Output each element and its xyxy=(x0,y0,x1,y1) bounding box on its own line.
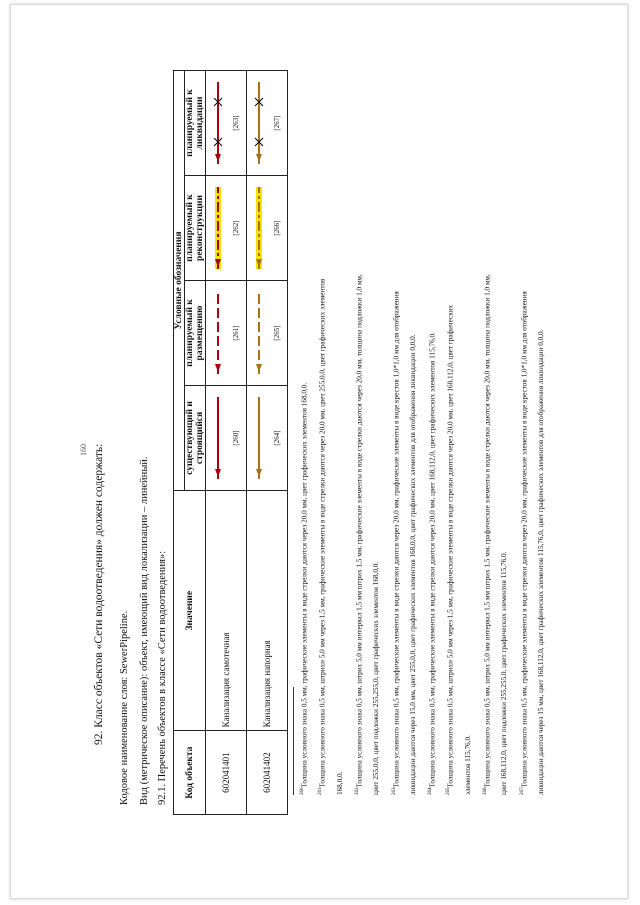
arrow-mark xyxy=(256,469,262,477)
solid-line-symbol xyxy=(206,389,244,487)
footnote-text: цвет 255,0,0, цвет подложки 255,255,0, цвет графических элементов 168,0,0. xyxy=(372,561,381,795)
header-value: Значение xyxy=(174,491,206,731)
objects-table xyxy=(173,70,288,815)
subheader-reconstruction: планируемый к реконструкции xyxy=(185,176,206,281)
footnote-number: 263 xyxy=(391,787,397,795)
object-code: 602041401 xyxy=(206,731,247,815)
footnote-line xyxy=(409,334,418,795)
footnote-ref: [261] xyxy=(232,325,240,341)
footnote-ref: [260] xyxy=(232,430,240,446)
object-value: Канализация напорная xyxy=(247,491,288,731)
footnote-line xyxy=(519,291,529,795)
dashed-line-symbol xyxy=(206,284,244,382)
footnote-text: цвет 168,112,0, цвет подложки 255,255,0, цвет графических элементов 115,76,0. xyxy=(500,551,509,795)
arrow-mark xyxy=(215,154,221,162)
symbol-cell xyxy=(247,176,288,281)
footnote-text: ликвидации даются через 15,0 мм, цвет 255,0,0, цвет графических элементов 168,0,0, цвет графических элементов для отображения ликвидации 0,0,0. xyxy=(408,334,417,795)
footnote-line xyxy=(391,291,401,795)
page-number: 160 xyxy=(79,444,88,456)
symbol-cell xyxy=(206,176,247,281)
object-code: 602041402 xyxy=(247,731,288,815)
footnote-line xyxy=(427,332,437,795)
footnote-ref: [267] xyxy=(273,115,281,131)
footnote-line xyxy=(317,279,327,795)
footnote-text: Толщина условного знака 0,5 мм, штрих 5,0 мм интервал 1,5 мм штрих 1,5 мм, графические элементы в виде стрелки даются через 20,0 мм, толщина подложки 1,0 мм, xyxy=(355,274,364,788)
table-row xyxy=(247,71,288,815)
footnote-line xyxy=(500,552,509,795)
footnote-line xyxy=(299,383,309,795)
footnote-text: Толщина условного знака 0,5 мм, штрихи 5,0 мм через 1,5 мм, графические элементы в виде стрелки даются через 20,0 мм, цвет 255,0,0, цвет графических элементов xyxy=(318,278,327,788)
symbol-cell xyxy=(206,71,247,176)
footnote-line xyxy=(482,274,492,795)
symbol-cell xyxy=(247,281,288,386)
footnote-ref: [265] xyxy=(273,325,281,341)
footnote-number: 266 xyxy=(483,787,488,795)
table-row xyxy=(206,71,247,815)
footnote-line xyxy=(445,305,455,795)
footnote-text: Толщина условного знака 0,5 мм, графические элементы в виде стрелки даются через 20,0 мм, цвет графических элементов 168,0,0. xyxy=(300,382,309,788)
symbol-cell xyxy=(206,281,247,386)
subheader-existing: существующий и строящийся xyxy=(185,386,206,491)
footnote-separator xyxy=(293,687,294,795)
footnote-line xyxy=(537,330,546,795)
reconstruction-line-symbol xyxy=(247,179,285,277)
footnote-line xyxy=(336,772,345,795)
footnote-ref: [262] xyxy=(232,220,240,236)
arrow-mark xyxy=(215,364,221,372)
liquidation-line-symbol xyxy=(206,74,244,172)
footnote-text: Толщина условного знака 0,5 мм, графические элементы в виде стрелки даются через 20,0 мм, графические элементы в виде крестов 1,0*1,0 мм для отображения xyxy=(391,291,400,788)
footnote-ref: [266] xyxy=(273,220,281,236)
footnote-number: 260 xyxy=(300,787,305,795)
footnote-text: элементов 115,76,0. xyxy=(463,735,472,795)
footnote-number: 265 xyxy=(446,787,452,795)
header-symbols: Условные обозначения xyxy=(174,71,185,491)
header-code: Код объекта xyxy=(174,731,206,815)
footnote-number: 261 xyxy=(318,787,324,795)
symbol-cell xyxy=(206,386,247,491)
geometry-line: Вид (метрическое описание): объект, имеющий вид локализации – линейный. xyxy=(139,456,150,805)
footnote-line xyxy=(372,562,381,795)
arrow-mark xyxy=(256,154,262,162)
footnote-text: Толщина условного знака 0,5 мм, графические элементы в виде стрелки даются через 20,0 мм, графические элементы в виде крестов 1,0*1,0 мм для отображения xyxy=(519,291,528,788)
footnote-text: ликвидации даются через 15 мм, цвет 168,112,0, цвет графических элементов 115,76,0, цвет графических элементов для отображения ликвидации 0,0,0. xyxy=(536,329,545,795)
dashed-line-symbol xyxy=(247,284,285,382)
subheader-planned: планируемый к размещению xyxy=(185,281,206,386)
arrow-mark xyxy=(215,469,221,477)
footnote-number: 262 xyxy=(354,787,360,795)
liquidation-line-symbol xyxy=(247,74,285,172)
footnote-number: 264 xyxy=(428,787,434,795)
symbol-cell xyxy=(247,71,288,176)
reconstruction-line-symbol xyxy=(206,179,244,277)
arrow-mark xyxy=(256,364,262,372)
footnote-line xyxy=(464,735,473,795)
footnote-number: 267 xyxy=(519,787,525,795)
object-value: Канализация самотечная xyxy=(206,491,247,731)
footnote-ref: [263] xyxy=(232,115,240,131)
footnote-text: Толщина условного знака 0,5 мм, штрихи 5,0 мм через 1,5 мм, графические элементы в виде стрелки даются через 20,0 мм, цвет 168,112,0, цвет графических xyxy=(446,304,455,788)
footnote-ref: [264] xyxy=(273,430,281,446)
footnote-text: 168,0,0. xyxy=(335,771,344,795)
footnote-text: Толщина условного знака 0,5 мм, штрих 5,0 мм интервал 1,5 мм штрих 1,5 мм, графические элементы в виде стрелки даются через 20,0 мм, толщина подложки 1,0 мм, xyxy=(483,274,492,788)
section-heading: 92. Класс объектов «Сети водоотведения» должен содержать: xyxy=(93,443,105,745)
list-title: 92.1. Перечень объектов в классе «Сети водоотведения»: xyxy=(157,550,168,805)
footnote-line xyxy=(354,274,364,795)
layer-code-line: Кодовое наименование слоя: SewerPipeline. xyxy=(119,610,130,805)
footnote-text: Толщина условного знака 0,5 мм, графические элементы в виде стрелки даются через 20,0 мм, цвет 168,112,0, цвет графических элементов 115,76,0. xyxy=(428,332,437,788)
rotated-page-content xyxy=(79,75,599,825)
symbol-cell xyxy=(247,386,288,491)
solid-line-symbol xyxy=(247,389,285,487)
subheader-liquidation: планируемый к ликвидации xyxy=(185,71,206,176)
